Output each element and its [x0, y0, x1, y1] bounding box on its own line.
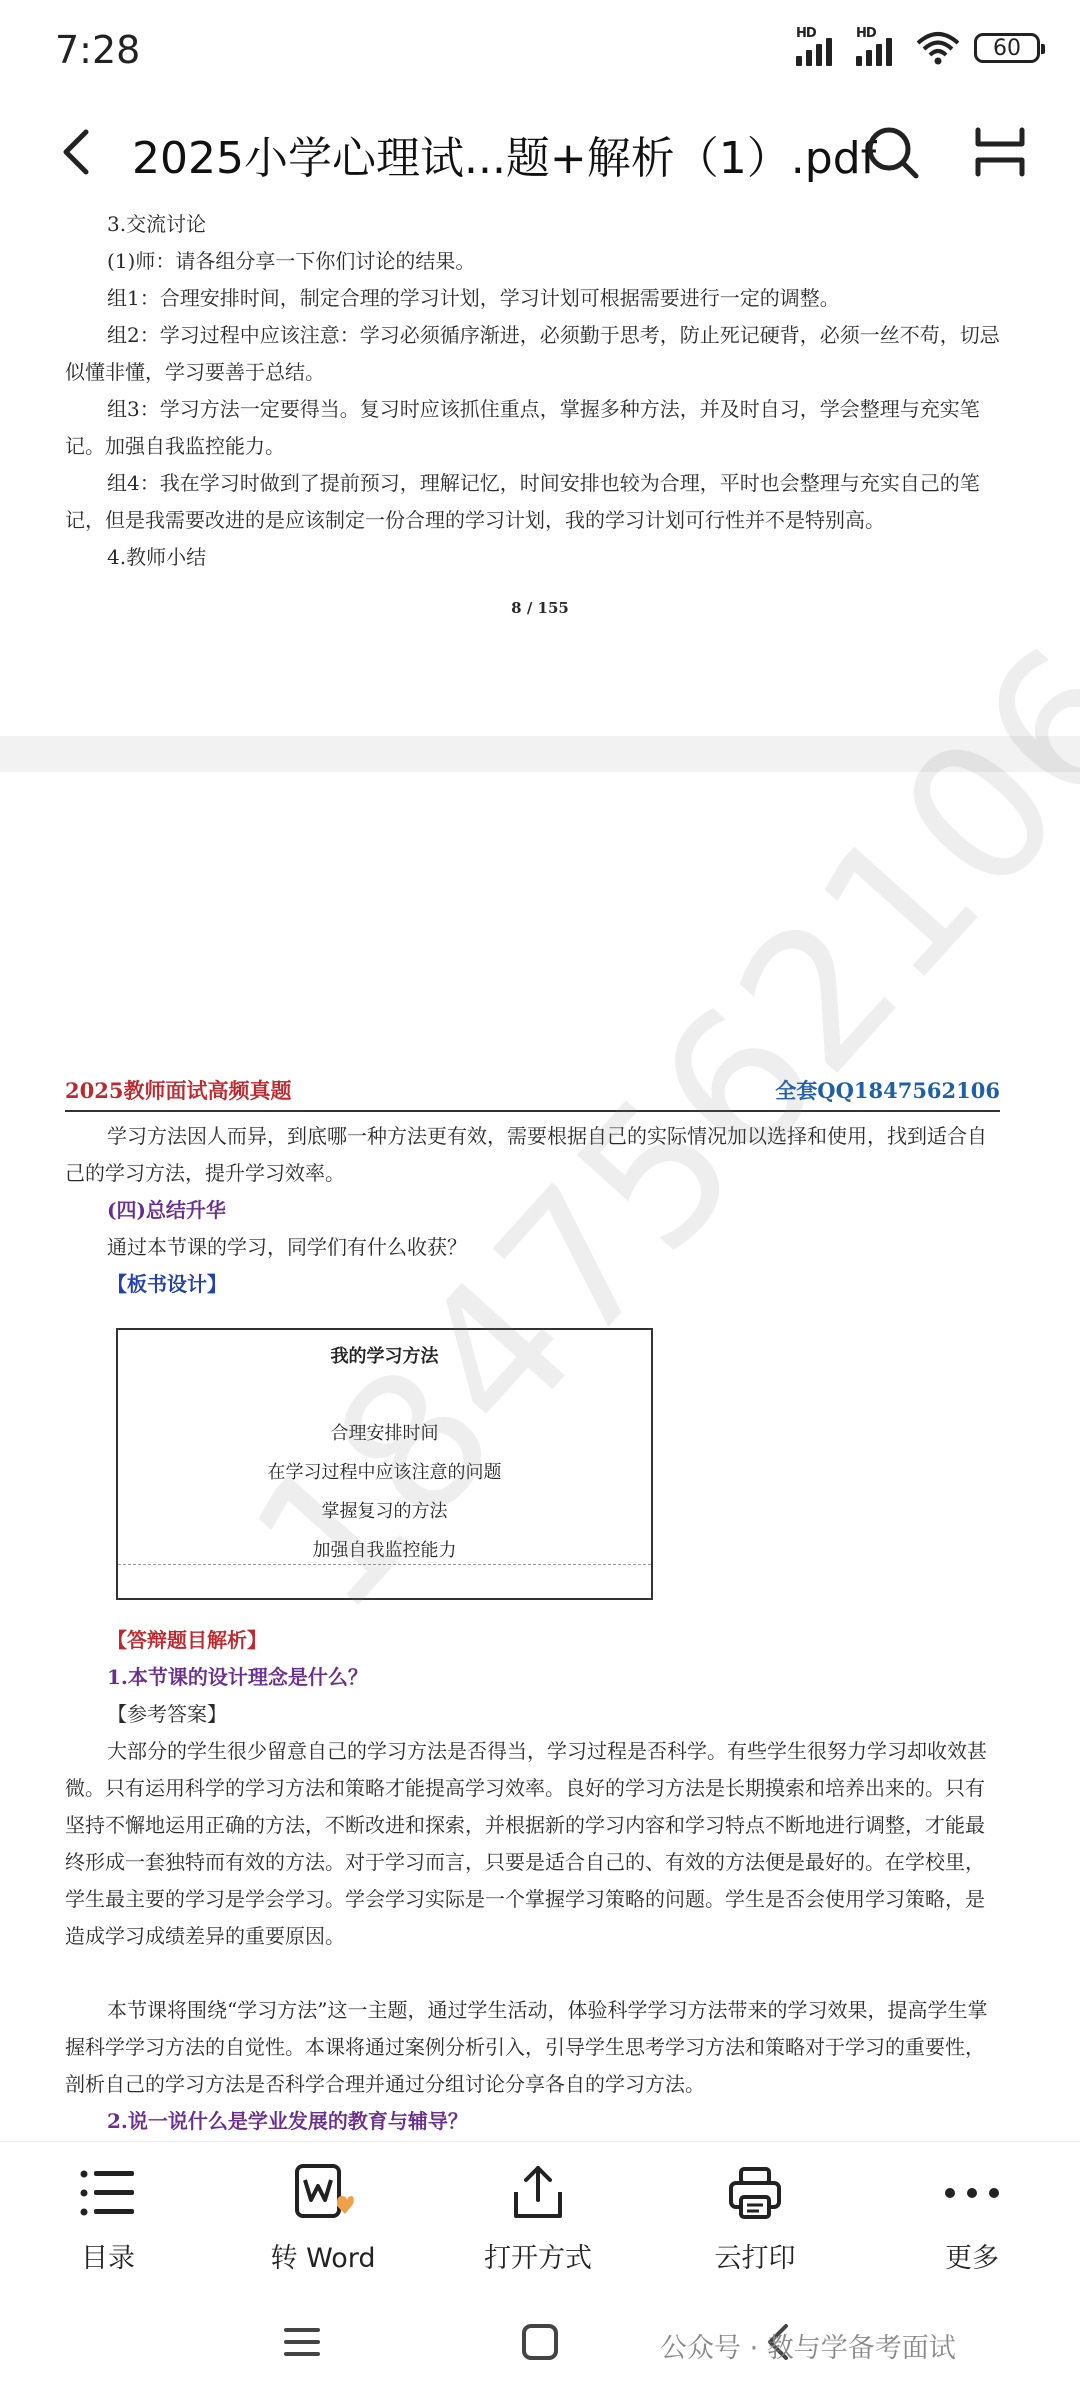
status-time: 7:28 [55, 28, 141, 72]
toolbar-label: 云打印 [714, 2243, 796, 2274]
bottom-toolbar [0, 2141, 1080, 2287]
back-icon[interactable] [50, 122, 110, 182]
page-number: 8 / 155 [511, 599, 569, 617]
board-title: 我的学习方法 [330, 1346, 439, 1367]
battery-icon: 60 [974, 33, 1040, 63]
signal-icon: HD [796, 30, 842, 66]
toolbar-convert-word-button[interactable] [233, 2162, 413, 2275]
toolbar-open-with-button[interactable] [448, 2162, 628, 2275]
status-bar [0, 0, 1080, 100]
split-view-icon[interactable] [970, 122, 1030, 182]
toolbar-more-button[interactable] [882, 2162, 1062, 2275]
status-icons [796, 26, 1040, 66]
page-header-qq: 全套QQ1847562106 [775, 1078, 1000, 1103]
printer-icon [725, 2163, 785, 2223]
document-viewer[interactable] [0, 206, 1080, 2141]
toolbar-contents-button[interactable] [18, 2162, 198, 2275]
toolbar-label: 更多 [945, 2243, 999, 2274]
toolbar-label: 目录 [81, 2243, 135, 2274]
paragraph-group3: 组3：学习方法一定要得当。复习时应该抓住重点，掌握多种方法，并及时自习，学会整理与充实笔记。加强自我监控能力。 [65, 397, 980, 458]
board-item: 合理安排时间 [330, 1423, 439, 1444]
share-icon [508, 2162, 568, 2224]
paragraph-group4: 组4：我在学习时做到了提前预习，理解记忆，时间安排也较为合理，平时也会整理与充实自己的笔记，但是我需要改进的是应该制定一份合理的学习计划，我的学习计划可行性并不是特别高。 [65, 471, 980, 532]
board-item: 在学习过程中应该注意的问题 [267, 1462, 502, 1483]
toolbar-label: 打开方式 [484, 2243, 592, 2274]
toolbar-cloud-print-button[interactable] [665, 2162, 845, 2275]
analysis-label: 【答辩题目解析】 [107, 1628, 267, 1652]
board-item: 掌握复习的方法 [321, 1501, 448, 1522]
wechat-watermark: 公众号 · 教与学备考面试 [660, 2333, 956, 2364]
board-design-label: 【板书设计】 [107, 1272, 227, 1296]
pdf-page-8 [0, 206, 1080, 736]
more-icon [942, 2183, 1002, 2203]
section-text: 通过本节课的学习，同学们有什么收获？ [107, 1235, 467, 1259]
title-bar [0, 100, 1080, 206]
section-heading: (四)总结升华 [107, 1198, 226, 1222]
page-header-title: 2025教师面试高频真题 [65, 1078, 292, 1103]
word-convert-icon [291, 2162, 355, 2224]
question-2: 2.说一说什么是学业发展的教育与辅导？ [107, 2109, 468, 2133]
text-line: 组1：合理安排时间，制定合理的学习计划，学习计划可根据需要进行一定的调整。 [107, 286, 840, 310]
search-icon[interactable] [862, 122, 922, 182]
reference-answer-label: 【参考答案】 [107, 1702, 227, 1726]
document-title: 2025小学心理试...题+解析（1）.pdf [132, 133, 877, 184]
recent-apps-icon[interactable] [282, 2322, 322, 2362]
toolbar-label: 转 Word [270, 2243, 376, 2274]
teacher-summary-label: 4.教师小结 [107, 545, 207, 569]
paragraph-group2: 组2：学习过程中应该注意：学习必须循序渐进，必须勤于思考，防止死记硬背，必须一丝不苟，切忌似懂非懂，学习要善于总结。 [65, 323, 1000, 384]
signal-icon-2: HD [856, 30, 902, 66]
answer1-paragraph2: 本节课将围绕“学习方法”这一主题，通过学生活动，体验科学学习方法带来的学习效果，提高学生掌握科学学习方法的自觉性。本课将通过案例分析引入，引导学生思考学习方法和策略对于学习的重要性，剖析自己的学习方法是否科学合理并通过分组讨论分享各自的学习方法。 [65, 1998, 988, 2096]
list-icon [78, 2166, 138, 2220]
wifi-icon [916, 31, 960, 65]
answer1-paragraph1: 大部分的学生很少留意自己的学习方法是否得当，学习过程是否科学。有些学生很努力学习却收效甚微。只有运用科学的学习方法和策略才能提高学习效率。良好的学习方法是长期摸索和培养出来的。只有坚持不懈地运用正确的方法，不断改进和探索，并根据新的学习内容和学习特点不断地进行调整，才能最终形成一套独特而有效的方法。对于学习而言，只要是适合自己的、有效的方法便是最好的。在学校里，学生最主要的学习是学会学习。学会学习实际是一个掌握学习策略的问题。学生是否会使用学习策略，是造成学习成绩差异的重要原因。 [65, 1739, 987, 1948]
system-nav-bar [0, 2286, 1080, 2401]
question-1: 1.本节课的设计理念是什么？ [107, 1665, 368, 1689]
intro-paragraph: 学习方法因人而异，到底哪一种方法更有效，需要根据自己的实际情况加以选择和使用，找到适合自己的学习方法，提升学习效率。 [65, 1124, 987, 1185]
heading-discussion: 3.交流讨论 [107, 212, 207, 236]
board-item: 加强自我监控能力 [312, 1540, 457, 1561]
text-line: (1)师：请各组分享一下你们讨论的结果。 [107, 249, 476, 273]
home-icon[interactable] [520, 2322, 560, 2362]
